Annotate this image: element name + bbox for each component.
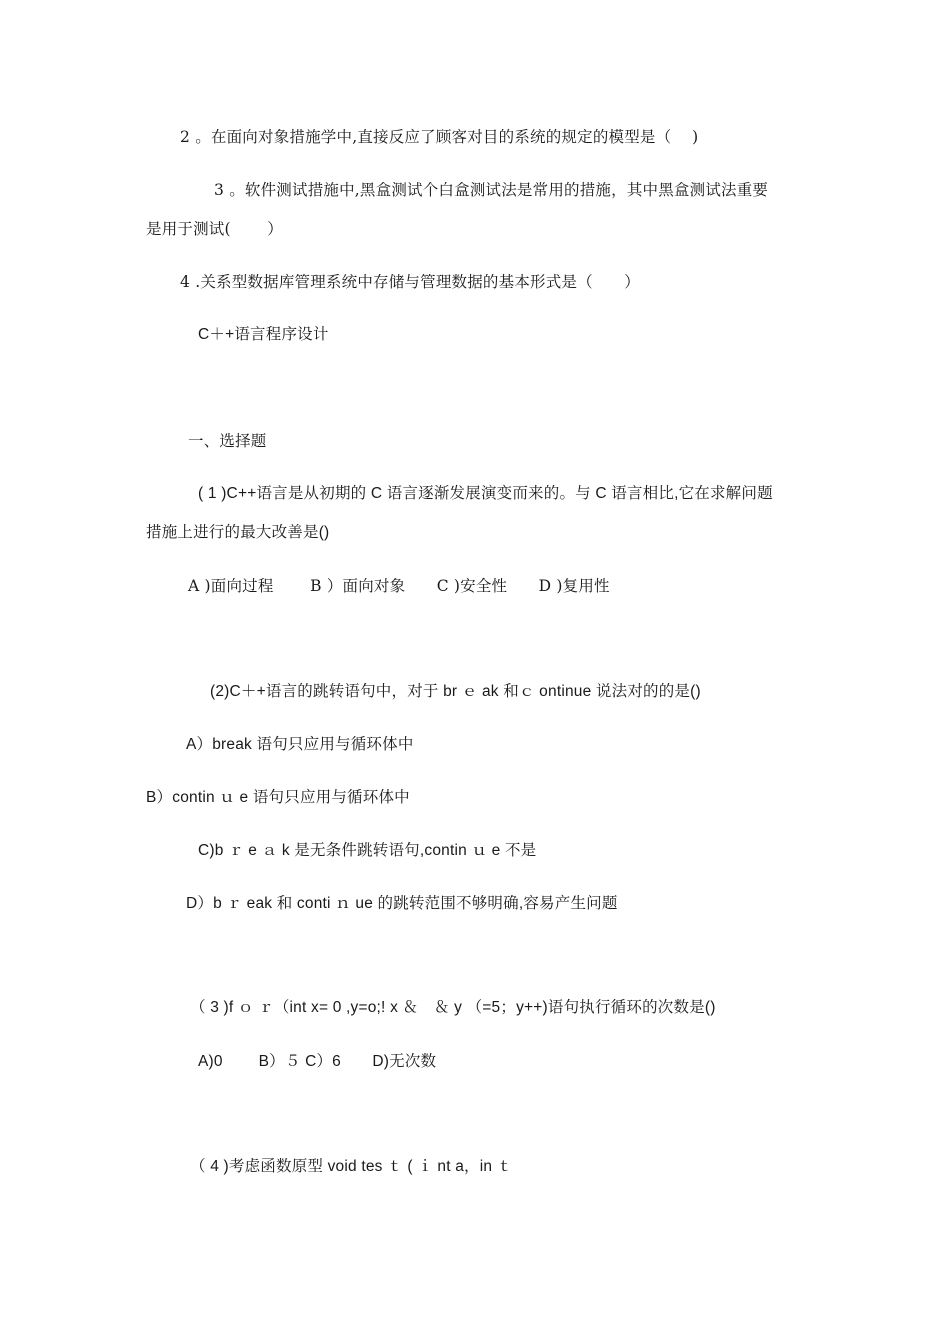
question-4-text: 4 .关系型数据库管理系统中存储与管理数据的基本形式是（ ） <box>180 273 640 291</box>
choice-3-options: A)0 B）５ C）6 D)无次数 <box>198 1053 437 1070</box>
choice-3-text: （ 3 )f ｏ ｒ（int x= 0 ,y=o;! x ＆ ＆ y （=5；y++)语句执行循环的次数是() <box>190 999 716 1016</box>
section-title-cpp: C＋+语言程序设计 <box>198 326 329 343</box>
choice-1-text-line-1: ( 1 )C++语言是从初期的 C 语言逐渐发展演变而来的。与 C 语言相比,它在求解问题 <box>198 485 773 502</box>
choice-2-option-b: B）contin ｕ e 语句只应用与循环体中 <box>146 789 410 806</box>
question-3-text-line-2: 是用于测试( ） <box>146 220 283 238</box>
choice-2-text: (2)C＋+语言的跳转语句中，对于 br ｅ ak 和ｃ ontinue 说法对的的是() <box>210 683 701 700</box>
choice-2-option-a: A）break 语句只应用与循环体中 <box>186 736 414 753</box>
choice-4-text: （ 4 )考虑函数原型 void tes ｔ ( ｉ nt a，in ｔ <box>190 1158 513 1175</box>
choice-1-options: A )面向过程 B ）面向对象 C )安全性 D )复用性 <box>188 577 610 595</box>
question-2-text: 2 。在面向对象措施学中,直接反应了顾客对目的系统的规定的模型是（ ) <box>180 128 699 146</box>
choice-2-option-d: D）b ｒ eak 和 conti ｎ ue 的跳转范围不够明确,容易产生问题 <box>186 895 618 912</box>
choice-1-text-line-2: 措施上进行的最大改善是() <box>146 524 330 541</box>
choice-2-option-c: C)b ｒ e ａ k 是无条件跳转语句,contin ｕ e 不是 <box>198 842 537 859</box>
section-heading-choice: 一、选择题 <box>188 432 267 450</box>
question-3-text-line-1: 3 。软件测试措施中,黑盒测试个白盒测试法是常用的措施，其中黑盒测试法重要 <box>214 181 769 199</box>
